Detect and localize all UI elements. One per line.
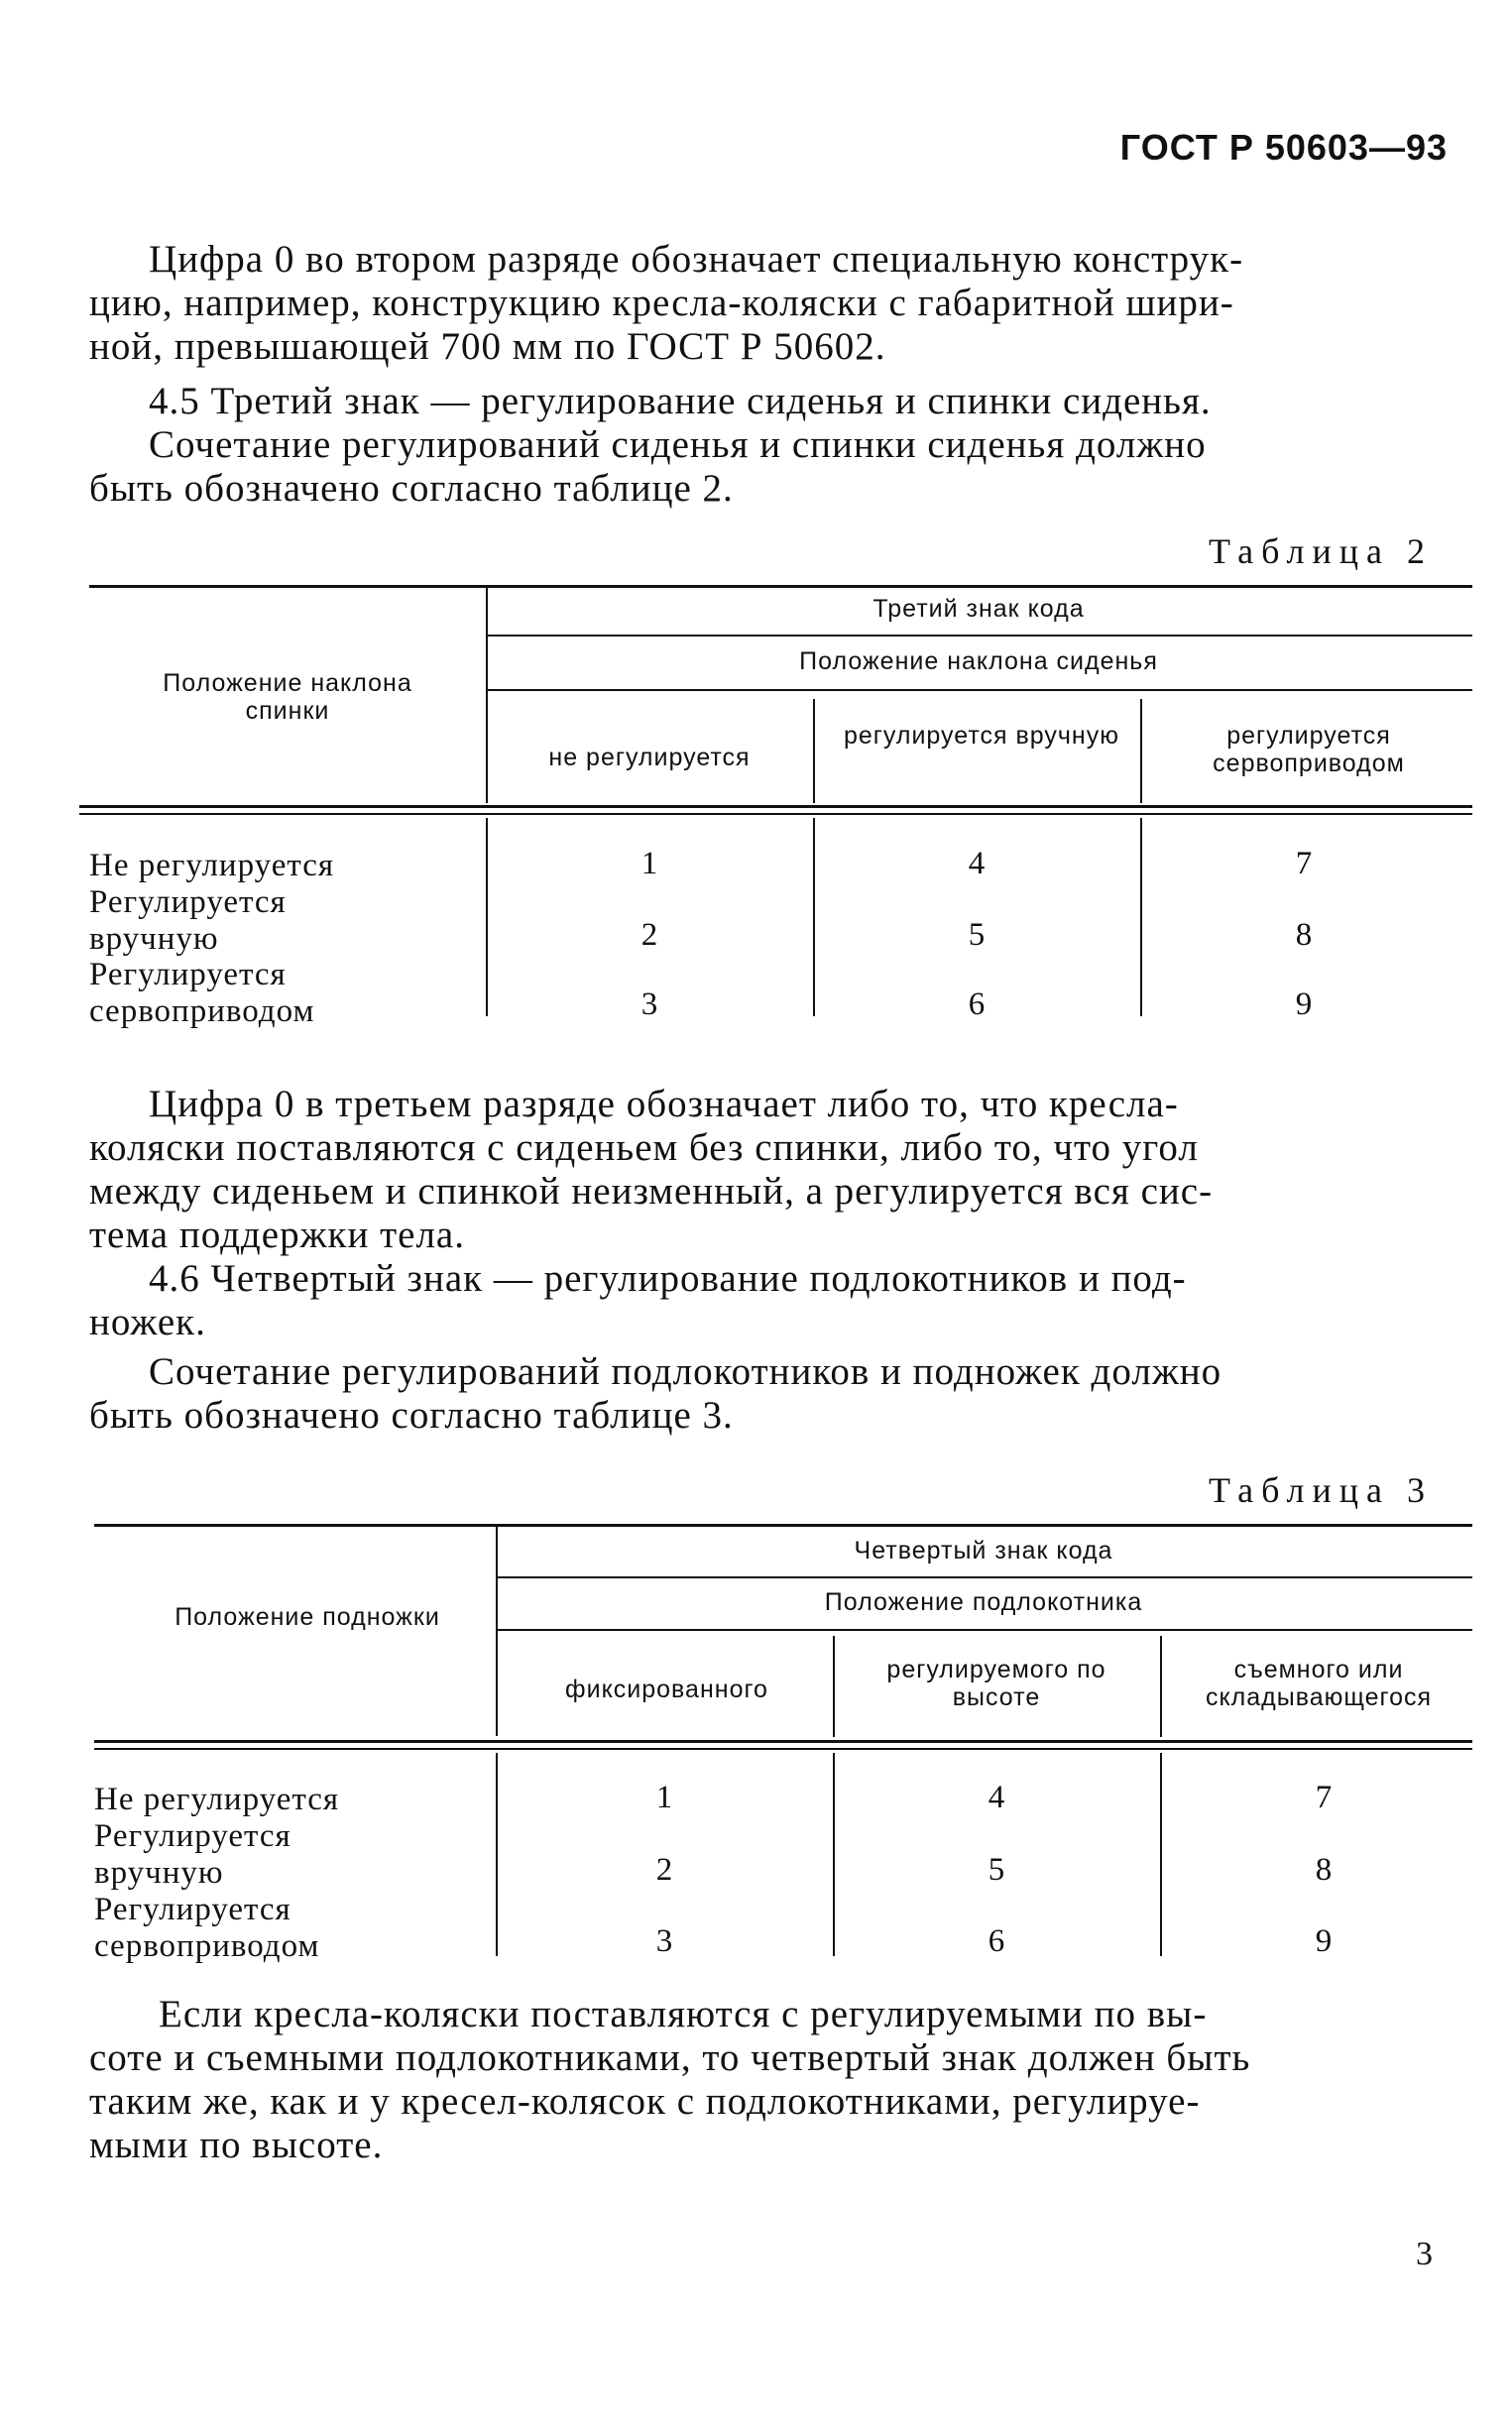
table-rule [79,805,1472,808]
column-header: не регулируется [548,744,751,771]
column-header: регулируемого по высоте [886,1656,1106,1711]
table-rule [486,818,488,1016]
row-label: Не регулируется [94,1782,340,1817]
text-line: Цифра 0 в третьем разряде обозначает либо то, что кресла- [149,1083,1179,1125]
text-line: быть обозначено согласно таблице 2. [89,467,734,510]
table-cell: 5 [988,1852,1005,1888]
text-line: ной, превышающей 700 мм по ГОСТ Р 50602. [89,325,886,368]
table-rule [813,818,815,1016]
table-cell: 3 [655,1923,673,1959]
text-line: Цифра 0 во втором разряде обозначает специальную конструк- [149,238,1244,281]
row-label: Регулируется вручную [94,1818,291,1891]
table-rule [1140,818,1142,1016]
table-cell: 1 [655,1780,673,1815]
text-line: Сочетание регулирований сиденья и спинки сиденья должно [149,423,1207,466]
row-label: Регулируется сервоприводом [89,957,315,1029]
column-header: регулируется вручную [844,722,1119,750]
table-cell: 9 [1295,986,1313,1022]
table-rule [79,813,1472,815]
text-line: ножек. [89,1301,206,1343]
table-rule [488,635,1472,637]
table-3-caption: Таблица 3 [1209,1470,1433,1510]
table-rule [833,1636,835,1737]
text-line: тема поддержки тела. [89,1214,465,1256]
table-cell: 7 [1315,1780,1333,1815]
stub-header: Положение наклона спинки [163,669,412,725]
text-line: соте и съемными подлокотниками, то четвертый знак должен быть [89,2036,1251,2079]
table-cell: 8 [1315,1852,1333,1888]
column-header: регулируется сервоприводом [1213,722,1405,777]
text-line: цию, например, конструкцию кресла-коляски с габаритной шири- [89,282,1234,324]
row-label: Регулируется вручную [89,884,287,957]
text-line: мыми по высоте. [89,2124,384,2166]
table-cell: 2 [655,1852,673,1888]
table-rule [813,699,815,803]
text-line: Если кресла-коляски поставляются с регулируемыми по вы- [159,1993,1208,2035]
table-rule [1160,1636,1162,1737]
row-label: Регулируется сервоприводом [94,1892,320,1964]
paragraph-6 [89,1993,1457,2167]
table-cell: 6 [988,1923,1005,1959]
paragraph-3 [89,1083,1457,1257]
table-cell: 4 [968,846,986,881]
table-cell: 5 [968,917,986,953]
table-cell: 8 [1295,917,1313,953]
table-rule [833,1753,835,1956]
table-rule [1160,1753,1162,1956]
table-rule [89,585,1472,588]
table-rule [94,1740,1472,1743]
table-rule [94,1748,1472,1750]
text-line: 4.6 Четвертый знак — регулирование подлокотников и под- [149,1257,1187,1300]
text-line: между сиденьем и спинкой неизменный, а регулируется вся сис- [89,1170,1214,1213]
column-header: съемного или складывающегося [1205,1656,1433,1711]
column-header: фиксированного [565,1676,768,1703]
table-rule [1140,699,1142,803]
table-rule [498,1629,1472,1631]
table-cell: 7 [1295,846,1313,881]
table-rule [94,1524,1472,1527]
table-cell: 3 [640,986,658,1022]
group-header: Третий знак кода [872,595,1085,623]
table-rule [496,1753,498,1956]
group-header: Четвертый знак кода [854,1537,1113,1564]
paragraph-1 [89,238,1457,369]
stub-header: Положение подножки [174,1603,440,1631]
text-line: быть обозначено согласно таблице 3. [89,1394,734,1437]
table-rule [498,1576,1472,1578]
text-line: таким же, как и у кресел-колясок с подлокотниками, регулируе- [89,2080,1201,2123]
table-cell: 6 [968,986,986,1022]
table-2-caption: Таблица 2 [1209,531,1433,571]
row-label: Не регулируется [89,848,335,883]
text-line: 4.5 Третий знак — регулирование сиденья и спинки сиденья. [149,380,1212,422]
paragraph-4 [89,1257,1457,1344]
table-cell: 9 [1315,1923,1333,1959]
page-number: 3 [1416,2236,1433,2272]
table-cell: 2 [640,917,658,953]
document-header: ГОСТ Р 50603—93 [1119,127,1448,168]
text-line: коляски поставляются с сиденьем без спинки, либо то, что угол [89,1126,1199,1169]
paragraph-2 [89,380,1457,511]
table-cell: 1 [640,846,658,881]
table-cell: 4 [988,1780,1005,1815]
paragraph-5 [89,1350,1457,1438]
sub-header: Положение наклона сиденья [799,647,1158,675]
table-rule [488,689,1472,691]
text-line: Сочетание регулирований подлокотников и подножек должно [149,1350,1222,1393]
sub-header: Положение подлокотника [824,1588,1143,1616]
